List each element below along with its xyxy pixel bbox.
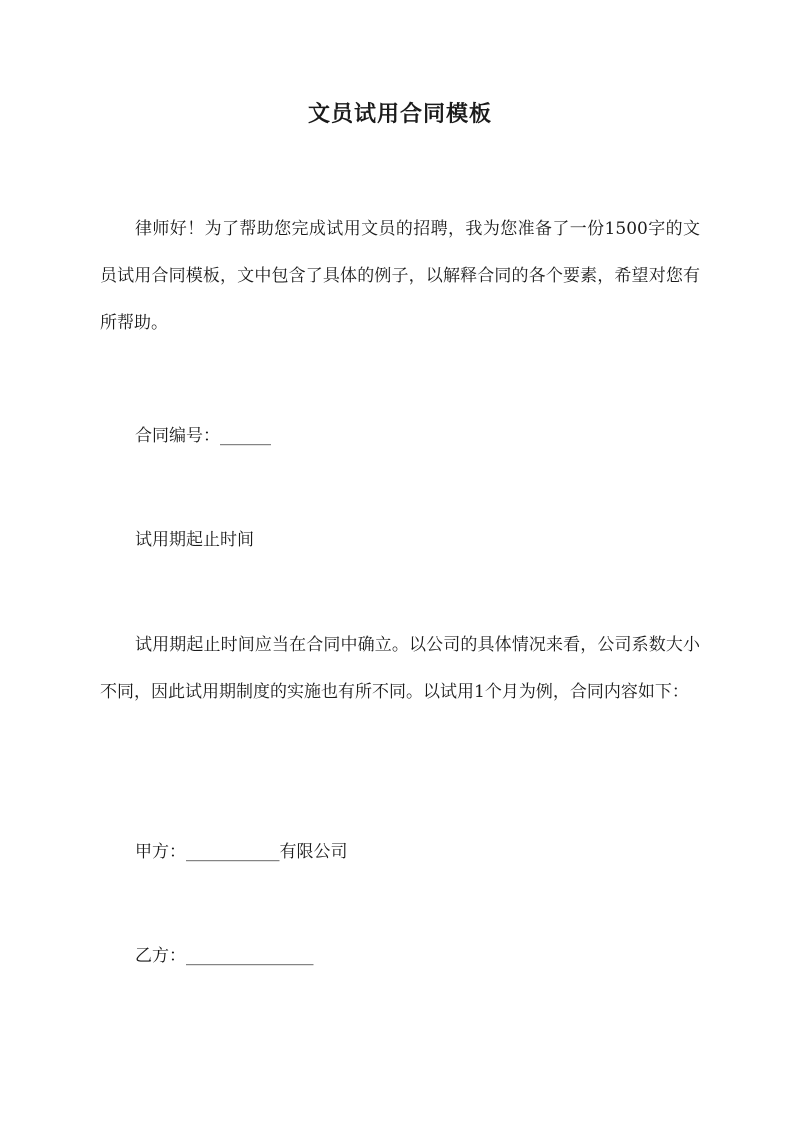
probation-period-paragraph: 试用期起止时间应当在合同中确立。以公司的具体情况来看，公司系数大小不同，因此试用期制度的实施也有所不同。以试用1个月为例，合同内容如下：: [100, 635, 700, 702]
intro-paragraph: 律师好！为了帮助您完成试用文员的招聘，我为您准备了一份1500字的文员试用合同模板，文中包含了具体的例子，以解释合同的各个要素，希望对您有所帮助。: [100, 219, 700, 333]
party-a-line: 甲方：___________有限公司: [135, 842, 348, 862]
party-b-line: 乙方：_______________: [135, 946, 314, 966]
section-heading-probation-period: 试用期起止时间: [135, 530, 254, 550]
contract-number-line: 合同编号：______: [135, 426, 271, 446]
document-title: 文员试用合同模板: [307, 101, 492, 127]
